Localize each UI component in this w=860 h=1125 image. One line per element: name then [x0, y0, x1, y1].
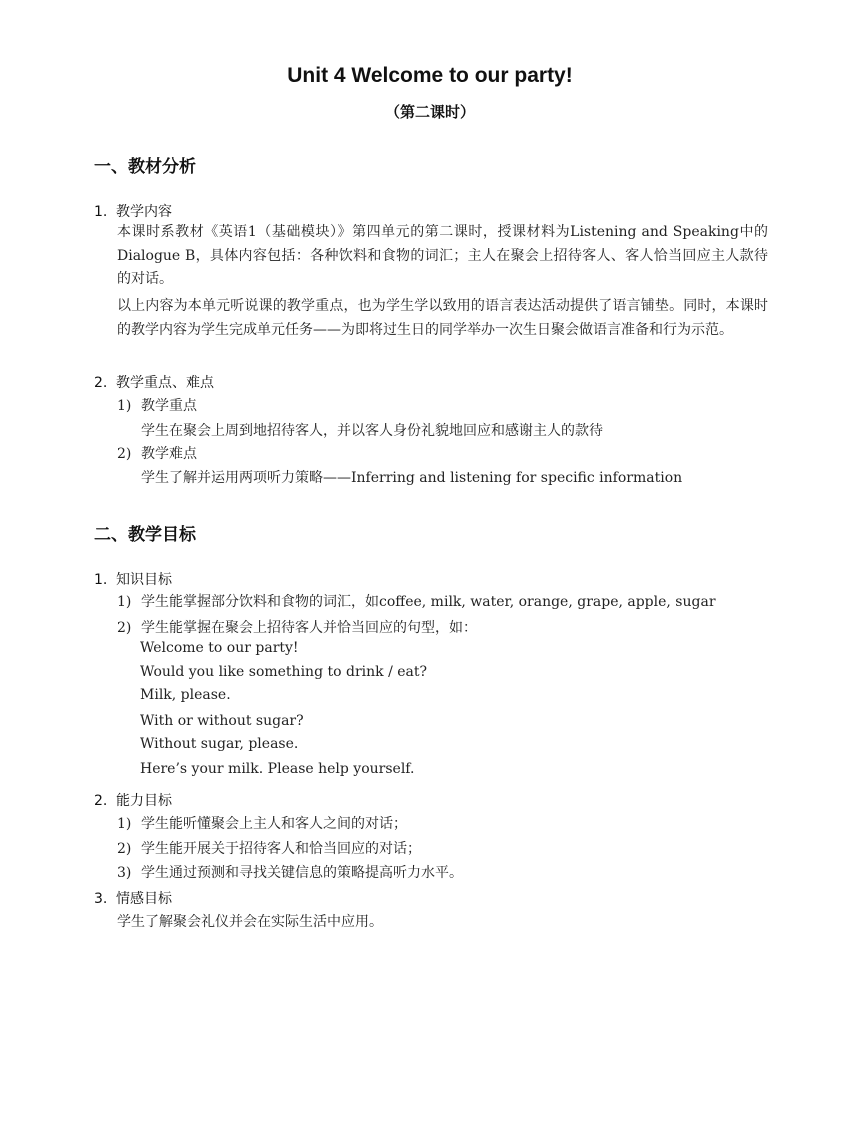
- subsection-number: 2.: [94, 793, 108, 809]
- example-sentence: Would you like something to drink / eat?: [140, 664, 427, 680]
- subsection-number: 1.: [94, 572, 108, 588]
- teaching-content-paragraph-1: 本课时系教材《英语1（基础模块）》第四单元的第二课时，授课材料为Listening and Speaking中的Dialogue B，具体内容包括：各种饮料和食物的词汇；主人在聚会上招待客人、客人恰当回应主人款待的对话。: [117, 224, 768, 287]
- affective-objective-content: 学生了解聚会礼仪并会在实际生活中应用。: [117, 914, 383, 930]
- section-heading-textbook-analysis: 一、教材分析: [94, 157, 196, 177]
- document-subtitle: （第二课时）: [384, 103, 475, 121]
- subsection-number: 3.: [94, 891, 108, 907]
- key-points-content: 学生在聚会上周到地招待客人，并以客人身份礼貌地回应和感谢主人的款待: [141, 423, 603, 439]
- example-sentence: Welcome to our party!: [140, 640, 299, 656]
- subsection-title: 知识目标: [116, 572, 172, 588]
- subsection-number: 1.: [94, 204, 108, 220]
- subsection-heading-ability-objectives: [94, 790, 172, 810]
- document-title: Unit 4 Welcome to our party!: [287, 64, 573, 87]
- example-sentence: With or without sugar?: [140, 713, 304, 729]
- difficult-points-content: 学生了解并运用两项听力策略——Inferring and listening for specific information: [141, 470, 683, 486]
- ability-objective-3: 3) 学生通过预测和寻找关键信息的策略提高听力水平。: [117, 865, 463, 881]
- subsection-title: 情感目标: [116, 891, 172, 907]
- difficult-points-label: 2) 教学难点: [117, 446, 197, 462]
- subsection-title: 教学内容: [116, 204, 172, 220]
- subsection-title: 教学重点、难点: [116, 375, 214, 391]
- example-sentence: Here’s your milk. Please help yourself.: [140, 761, 415, 777]
- knowledge-objective-2: 2) 学生能掌握在聚会上招待客人并恰当回应的句型，如：: [117, 620, 477, 636]
- ability-objective-1: 1) 学生能听懂聚会上主人和客人之间的对话；: [117, 816, 407, 832]
- subsection-title: 能力目标: [116, 793, 172, 809]
- example-sentence: Without sugar, please.: [140, 736, 299, 752]
- subsection-number: 2.: [94, 375, 108, 391]
- key-points-label: 1) 教学重点: [117, 398, 197, 414]
- section-heading-teaching-objectives: 二、教学目标: [94, 525, 196, 545]
- teaching-content-paragraph-2: 以上内容为本单元听说课的教学重点，也为学生学以致用的语言表达活动提供了语言铺垫。同时，本课时的教学内容为学生完成单元任务——为即将过生日的同学举办一次生日聚会做语言准备和行为示范。: [117, 298, 768, 338]
- subsection-heading-knowledge-objectives: [94, 569, 172, 589]
- ability-objective-2: 2) 学生能开展关于招待客人和恰当回应的对话；: [117, 841, 421, 857]
- example-sentence: Milk, please.: [140, 687, 231, 703]
- knowledge-objective-1: 1) 学生能掌握部分饮料和食物的词汇，如coffee, milk, water, orange, grape, apple, sugar: [117, 594, 716, 610]
- subsection-heading-affective-objectives: [94, 888, 172, 908]
- subsection-heading-teaching-content: [94, 201, 172, 221]
- subsection-heading-key-difficult-points: [94, 372, 214, 392]
